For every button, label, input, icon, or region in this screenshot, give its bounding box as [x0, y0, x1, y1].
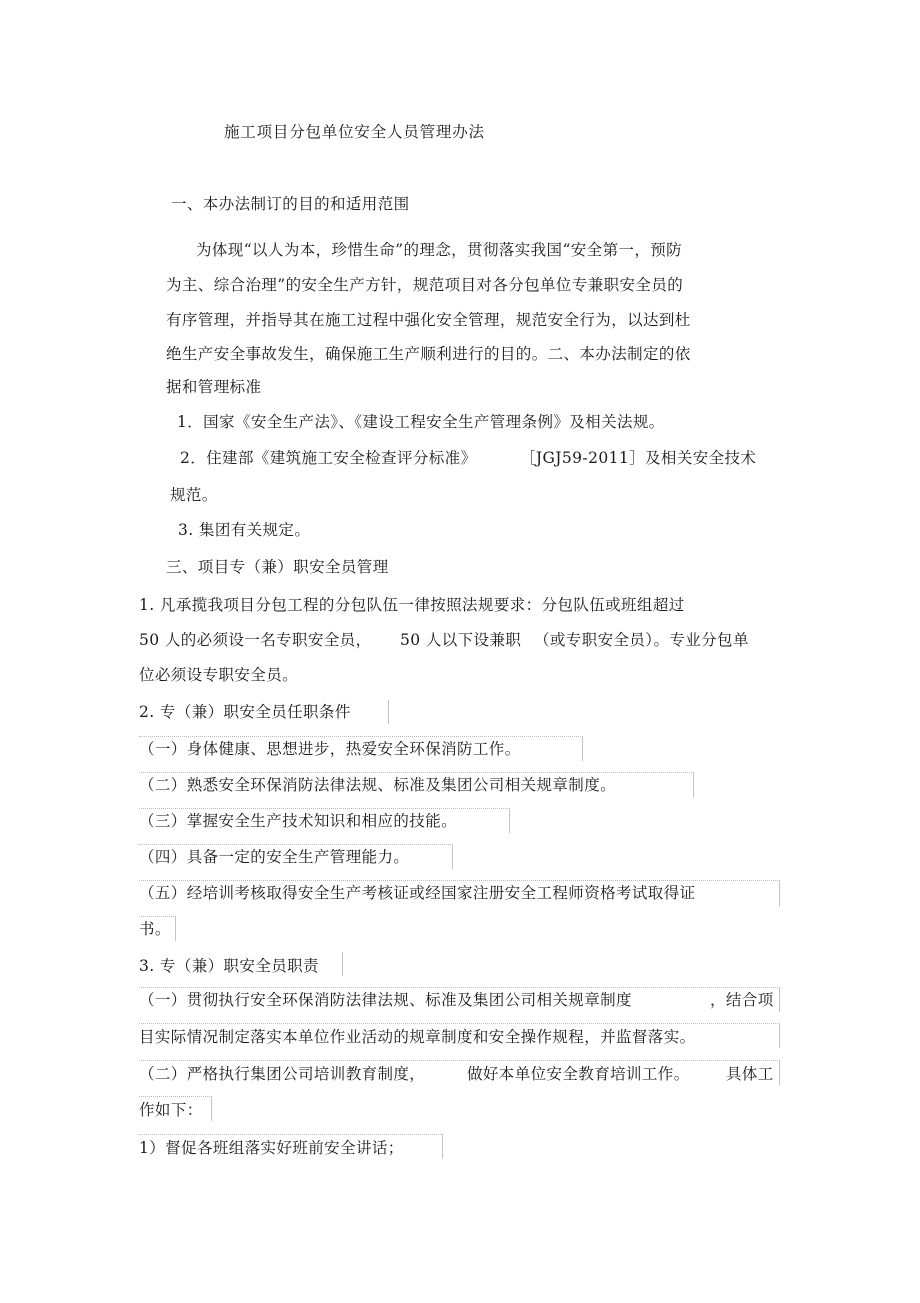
qualification-item-1: （一）身体健康、思想进步，热爱安全环保消防工作。: [139, 740, 521, 758]
section-3-heading: 三、项目专（兼）职安全员管理: [166, 558, 389, 576]
management-para-line-2-a: 50 人的必须设一名专职安全员，: [139, 631, 372, 649]
duties-heading: 3. 专（兼）职安全员职责: [139, 957, 319, 975]
basis-item-2-c: 规范。: [170, 486, 218, 504]
qualification-item-2: （二）熟悉安全环保消防法律法规、标准及集团公司相关规章制度。: [139, 776, 617, 794]
section-1-para-line-2: 为主、综合治理”的安全生产方针，规范项目对各分包单位专兼职安全员的: [166, 276, 684, 294]
duty-1-line-2: 目实际情况制定落实本单位作业活动的规章制度和安全操作规程，并监督落实。: [139, 1028, 696, 1046]
section-1-para-line-5: 据和管理标准: [166, 378, 262, 396]
section-1-para-line-3: 有序管理，并指导其在施工过程中强化安全管理，规范安全行为，以达到杜: [166, 311, 691, 329]
duty-2-line-2: 作如下：: [139, 1101, 203, 1119]
basis-item-2-b: ［JGJ59-2011］及相关安全技术: [520, 449, 757, 467]
duty-2-line-1-c: 具体工: [726, 1065, 774, 1083]
qualification-item-5-line-1: （五）经培训考核取得安全生产考核证或经国家注册安全工程师资格考试取得证: [139, 884, 696, 902]
section-1-para-line-1: 为体现“以人为本，珍惜生命”的理念，贯彻落实我国“安全第一，预防: [196, 241, 683, 259]
management-para-line-3: 位必须设专职安全员。: [139, 666, 299, 684]
section-1-para-line-4: 绝生产安全事故发生，确保施工生产顺利进行的目的。二、本办法制定的依: [166, 345, 691, 363]
basis-item-1: 1．国家《安全生产法》、《建设工程安全生产管理条例》及相关法规。: [177, 413, 665, 431]
duty-1-line-1-a: （一）贯彻执行安全环保消防法律法规、标准及集团公司相关规章制度: [139, 991, 632, 1009]
management-para-line-2-c: （或专职安全员）。专业分包单: [534, 631, 749, 649]
duty-1-line-1-b: ，结合项: [710, 991, 774, 1009]
document-title: 施工项目分包单位安全人员管理办法: [224, 123, 485, 141]
section-1-heading: 一、本办法制订的目的和适用范围: [171, 195, 410, 213]
management-para-line-1: 1. 凡承揽我项目分包工程的分包队伍一律按照法规要求：分包队伍或班组超过: [139, 596, 685, 614]
basis-item-3: 3. 集团有关规定。: [178, 521, 311, 539]
basis-item-2-a: 2．住建部《建筑施工安全检查评分标准》: [180, 449, 477, 467]
qualification-heading: 2. 专（兼）职安全员任职条件: [139, 703, 351, 721]
duty-2-item-1: 1）督促各班组落实好班前安全讲话；: [139, 1139, 404, 1157]
qualification-item-3: （三）掌握安全生产技术知识和相应的技能。: [139, 812, 458, 830]
qualification-item-4: （四）具备一定的安全生产管理能力。: [139, 848, 410, 866]
qualification-item-5-line-2: 书。: [139, 920, 171, 938]
duty-2-line-1-b: 做好本单位安全教育培训工作。: [467, 1065, 690, 1083]
duty-2-line-1-a: （二）严格执行集团公司培训教育制度，: [139, 1065, 426, 1083]
management-para-line-2-b: 50 人以下设兼职: [400, 631, 522, 649]
